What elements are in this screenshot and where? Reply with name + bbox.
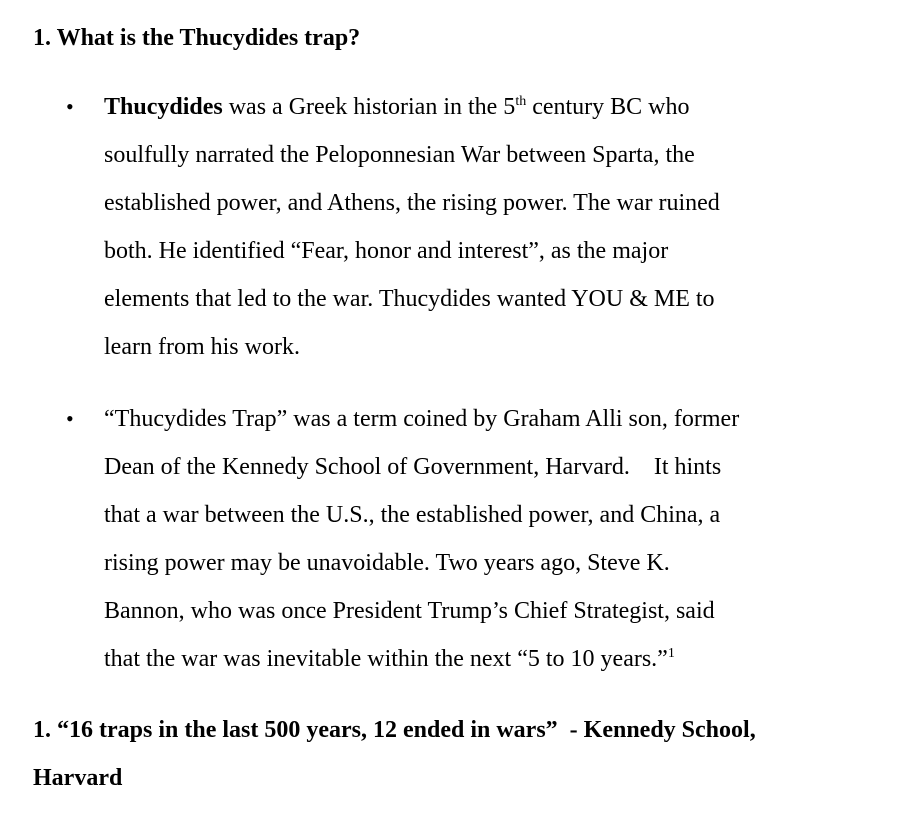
paragraph-line <box>104 635 849 683</box>
paragraph-line: both. He identified “Fear, honor and interest”, as the major <box>104 238 669 264</box>
section-heading-2 <box>33 706 873 802</box>
text-run: that the war was inevitable within the next “5 to 10 years.” <box>104 646 668 672</box>
paragraph-line: Dean of the Kennedy School of Government, Harvard. It hints <box>104 454 722 480</box>
paragraph-thucydides <box>104 83 849 371</box>
superscript: th <box>515 94 527 109</box>
paragraph-thucydides-trap <box>104 395 849 683</box>
section-heading-1: 1. What is the Thucydides trap? <box>33 25 361 51</box>
paragraph-line: learn from his work. <box>104 334 300 360</box>
heading-line: Harvard <box>33 765 123 791</box>
paragraph-line <box>104 83 849 131</box>
bullet-icon: • <box>66 94 74 119</box>
paragraph-line: elements that led to the war. Thucydides wanted YOU & ME to <box>104 286 715 312</box>
paragraph-line: Bannon, who was once President Trump’s Chief Strategist, said <box>104 598 715 624</box>
text-run: was a Greek historian in the 5 <box>222 94 516 120</box>
text-run: century BC who <box>526 94 690 120</box>
bold-term: Thucydides <box>104 94 223 120</box>
paragraph-line: soulfully narrated the Peloponnesian War between Sparta, the <box>104 142 695 168</box>
paragraph-line: that a war between the U.S., the established power, and China, a <box>104 502 721 528</box>
paragraph-line: “Thucydides Trap” was a term coined by Graham Alli son, former <box>104 406 740 432</box>
bullet-icon: • <box>66 406 74 431</box>
footnote-reference[interactable]: 1 <box>667 646 675 661</box>
heading-line: 1. “16 traps in the last 500 years, 12 ended in wars” - Kennedy School, <box>33 717 756 743</box>
paragraph-line: established power, and Athens, the rising power. The war ruined <box>104 190 720 216</box>
paragraph-line: rising power may be unavoidable. Two years ago, Steve K. <box>104 550 670 576</box>
